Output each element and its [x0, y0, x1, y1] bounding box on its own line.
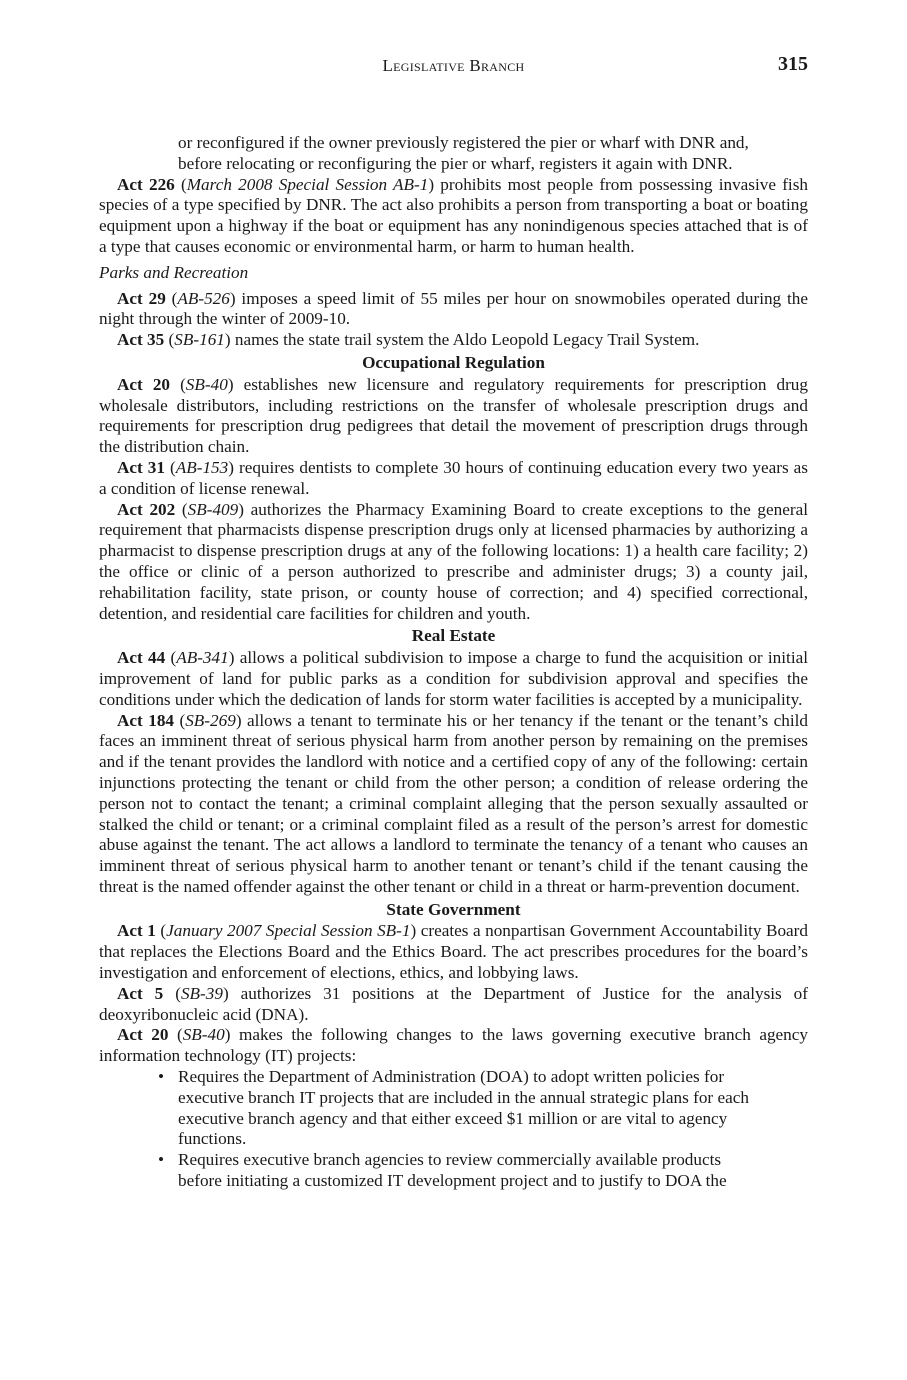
section-heading-occupational: Occupational Regulation	[362, 352, 545, 372]
act-number: Act 1	[117, 921, 156, 941]
paragraph-act-184	[99, 711, 808, 898]
bill-reference: SB-161	[174, 330, 225, 350]
bullet-item	[158, 1150, 762, 1192]
bullet-item	[158, 1067, 762, 1150]
paragraph-act-5	[99, 984, 808, 1026]
paragraph-text: ) makes the following changes to the laws governing executive branch agency information technology (IT) projects:	[99, 1025, 808, 1066]
bill-reference: AB-526	[177, 288, 230, 308]
bill-reference: SB-409	[187, 499, 239, 519]
act-number: Act 184	[117, 710, 175, 730]
bullet-icon: •	[158, 1067, 165, 1087]
section-heading-real-estate: Real Estate	[411, 626, 496, 646]
paragraph-text: ) allows a political subdivision to impose a charge to fund the acquisition or initial improvement of land for public parks as a condition for subdivision approval and specifies the conditions under which the dedication of lands for storm water facilities is accepted by a municipality.	[99, 648, 808, 709]
paren-open: (	[165, 648, 177, 668]
bill-reference: SB-40	[182, 1025, 225, 1045]
act-number: Act 44	[117, 648, 166, 668]
paragraph-act-20-it	[99, 1025, 808, 1067]
page-number: 315	[778, 53, 808, 75]
paragraph-text: ) imposes a speed limit of 55 miles per hour on snowmobiles operated during the night through the winter of 2009-10.	[99, 288, 808, 329]
act-number: Act 20	[117, 374, 171, 394]
bill-reference: January 2007 Special Session SB-1	[166, 921, 411, 941]
bill-reference: SB-269	[185, 710, 236, 730]
paren-open: (	[164, 457, 176, 477]
paragraph-text: ) prohibits most people from possessing invasive fish species of a type specified by DNR. The act also prohibits a person from transporting a boat or boating equipment upon a highway if the boat or equipment has any nonindigenous species attached that is of a type that causes economic or environmental harm, or harm to human health.	[99, 174, 808, 256]
page-header	[99, 53, 808, 80]
paragraph-act-1	[99, 921, 808, 983]
bill-reference: SB-40	[185, 374, 228, 394]
bill-reference: AB-341	[176, 648, 229, 668]
bullet-text: Requires the Department of Administration (DOA) to adopt written policies for executive branch IT projects that are included in the annual strategic plans for each executive branch agency and that either exceed $1 million or are vital to agency functions.	[178, 1067, 749, 1149]
paren-open: (	[165, 288, 178, 308]
paren-open: (	[155, 921, 167, 941]
paragraph-text: ) creates a nonpartisan Government Accountability Board that replaces the Elections Board and the Ethics Board. The act prescribes procedures for the board’s investigation and enforcement of elections, ethics, and lobbying laws.	[99, 921, 808, 983]
bill-reference: March 2008 Special Session AB-1	[186, 174, 429, 194]
act-number: Act 35	[117, 330, 165, 350]
running-head: Legislative Branch	[382, 56, 525, 75]
paren-open: (	[163, 983, 181, 1003]
paren-open: (	[164, 330, 175, 350]
act-number: Act 226	[117, 174, 175, 194]
act-number: Act 31	[117, 457, 165, 477]
paragraph-act-44	[99, 648, 808, 710]
paren-open: (	[174, 174, 187, 194]
bullet-list	[99, 1067, 808, 1192]
paragraph-text: ) requires dentists to complete 30 hours of continuing education every two years as a condition of license renewal.	[99, 457, 808, 498]
act-number: Act 20	[117, 1025, 169, 1045]
paragraph-act-29	[99, 289, 808, 331]
paragraph-text: ) allows a tenant to terminate his or her tenancy if the tenant or the tenant’s child faces an imminent threat of serious physical harm from another person by remaining on the premises and if the tenant provides the landlord with notice and a certified copy of any of the following: certain injunctions protecting the tenant or child from the other person; a condition of release ordering the person not to contact the tenant; a criminal complaint alleging that the person sexually assaulted or stalked the child or tenant; or a criminal complaint filed as a result of the person’s arrest for domestic abuse against the tenant. The act allows a landlord to terminate the tenancy of a tenant who causes an imminent threat of serious physical harm to another tenant or tenant’s child if the tenant causing the threat is the named offender against the other tenant or child in a threat or harm-prevention document.	[99, 710, 809, 896]
section-heading-state-government: State Government	[386, 899, 521, 919]
paragraph-text: ) authorizes the Pharmacy Examining Board to create exceptions to the general requirement that pharmacists dispense prescription drugs only at licensed pharmacies by authorizing a pharmacist to dispense prescription drugs at any of the following locations: 1) a health care facility; 2) the office or clinic of a person authorized to prescribe and administer drugs; 3) a county jail, rehabilitation facility, state prison, or county house of correction; and 4) specified correctional, detention, and residential care facilities for children and youth.	[99, 499, 809, 623]
page-body	[99, 133, 808, 1192]
paragraph-text: ) authorizes 31 positions at the Department of Justice for the analysis of deoxyribonucleic acid (DNA).	[99, 983, 808, 1024]
bullet-text: Requires executive branch agencies to review commercially available products before initiating a customized IT development project and to justify to DOA the	[178, 1150, 727, 1191]
continuation-text: or reconfigured if the owner previously registered the pier or wharf with DNR and, before relocating or reconfiguring the pier or wharf, registers it again with DNR.	[178, 133, 749, 173]
paren-open: (	[175, 499, 188, 519]
bill-reference: AB-153	[175, 457, 229, 477]
bullet-icon: •	[158, 1150, 165, 1170]
paragraph-act-202	[99, 500, 808, 625]
paren-open: (	[174, 710, 186, 730]
bill-reference: SB-39	[180, 983, 223, 1003]
paren-open: (	[170, 374, 186, 394]
paragraph-act-31	[99, 458, 808, 500]
paren-open: (	[168, 1025, 183, 1045]
act-number: Act 29	[117, 288, 166, 308]
act-number: Act 202	[117, 499, 176, 519]
act-number: Act 5	[117, 983, 164, 1003]
subheading-parks: Parks and Recreation	[99, 262, 249, 282]
paragraph-act-35	[99, 330, 808, 351]
paragraph-act-20-drugs	[99, 375, 808, 458]
paragraph-text: ) establishes new licensure and regulatory requirements for prescription drug wholesale distributors, including restrictions on the transfer of wholesale prescription drugs and requirements for prescription drug pedigrees that detail the movement of prescription drugs through the distribution chain.	[99, 374, 808, 457]
paragraph-text: ) names the state trail system the Aldo Leopold Legacy Trail System.	[224, 330, 700, 350]
paragraph-act-226	[99, 175, 808, 258]
